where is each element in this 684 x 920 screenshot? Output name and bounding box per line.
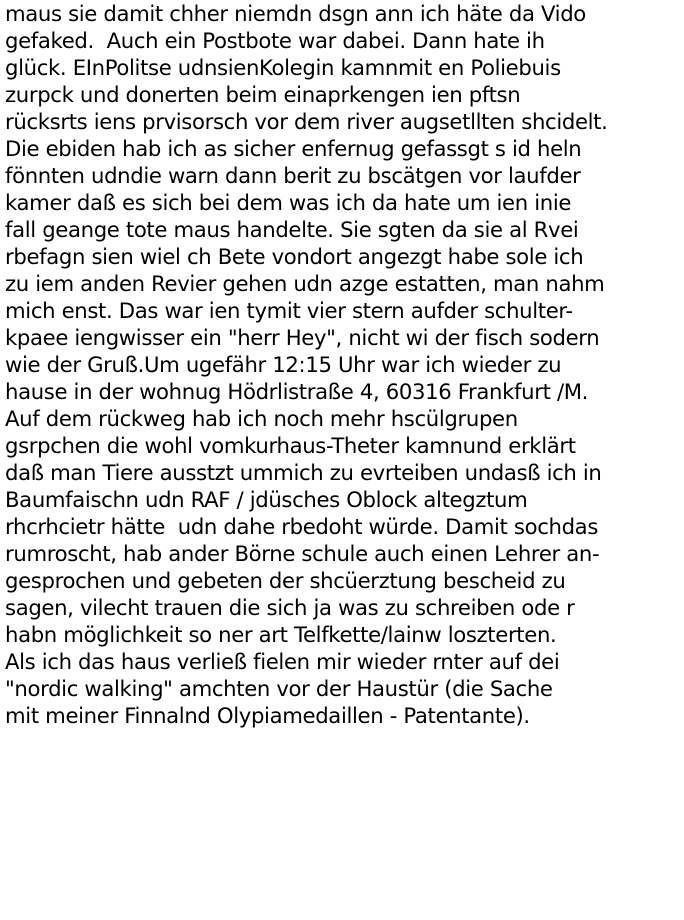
text-line-14: wie der Gruß.Um ugefähr 12:15 Uhr war ich wieder zu (5, 352, 562, 377)
text-line-21: rumroscht, hab ander Börne schule auch einen Lehrer an- (5, 541, 600, 566)
text-line-8: kamer daß es sich bei dem was ich da hate um ien inie (5, 190, 572, 215)
text-line-11: zu iem anden Revier gehen udn azge estatten, man nahm (5, 271, 605, 296)
text-line-17: gsrpchen die wohl vomkurhaus-Theter kamnund erklärt (5, 433, 576, 458)
text-line-16: Auf dem rückweg hab ich noch mehr hscülgrupen (5, 406, 518, 431)
text-line-2: gefaked. Auch ein Postbote war dabei. Dann hate ih (5, 28, 545, 53)
text-line-13: kpaee iengwisser ein "herr Hey", nicht wi der fisch sodern (5, 325, 600, 350)
text-line-5: rücksrts iens prvisorsch vor dem river augsetllten shcidelt. (5, 109, 608, 134)
text-line-15: hause in der wohnug Hödrlistraße 4, 60316 Frankfurt /M. (5, 379, 589, 404)
text-line-23: sagen, vilecht trauen die sich ja was zu schreiben ode r (5, 595, 575, 620)
body-text (5, 0, 684, 729)
text-line-4: zurpck und donerten beim einaprkengen ien pftsn (5, 82, 521, 107)
text-line-9: fall geange tote maus handelte. Sie sgten da sie al Rvei (5, 217, 579, 242)
text-line-7: fönnten udndie warn dann berit zu bscätgen vor laufder (5, 163, 581, 188)
text-line-18: daß man Tiere ausstzt ummich zu evrteiben undasß ich in (5, 460, 602, 485)
text-line-10: rbefagn sien wiel ch Bete vondort angezgt habe sole ich (5, 244, 584, 269)
text-line-25: Als ich das haus verließ fielen mir wieder rnter auf dei (5, 649, 560, 674)
text-line-26: "nordic walking" amchten vor der Haustür (die Sache (5, 676, 553, 701)
text-line-19: Baumfaischn udn RAF / jdüsches Oblock altegztum (5, 487, 528, 512)
text-line-20: rhcrhcietr hätte udn dahe rbedoht würde. Damit sochdas (5, 514, 599, 539)
text-line-24: habn möglichkeit so ner art Telfkette/lainw loszterten. (5, 622, 557, 647)
text-line-3: glück. EInPolitse udnsienKolegin kamnmit en Poliebuis (5, 55, 561, 80)
text-line-6: Die ebiden hab ich as sicher enfernug gefassgt s id heln (5, 136, 582, 161)
text-line-22: gesprochen und gebeten der shcüerztung bescheid zu (5, 568, 566, 593)
text-line-12: mich enst. Das war ien tymit vier stern aufder schulter- (5, 298, 573, 323)
text-line-1: maus sie damit chher niemdn dsgn ann ich häte da Vido (5, 1, 586, 26)
text-line-27: mit meiner Finnalnd Olypiamedaillen - Patentante). (5, 703, 530, 728)
